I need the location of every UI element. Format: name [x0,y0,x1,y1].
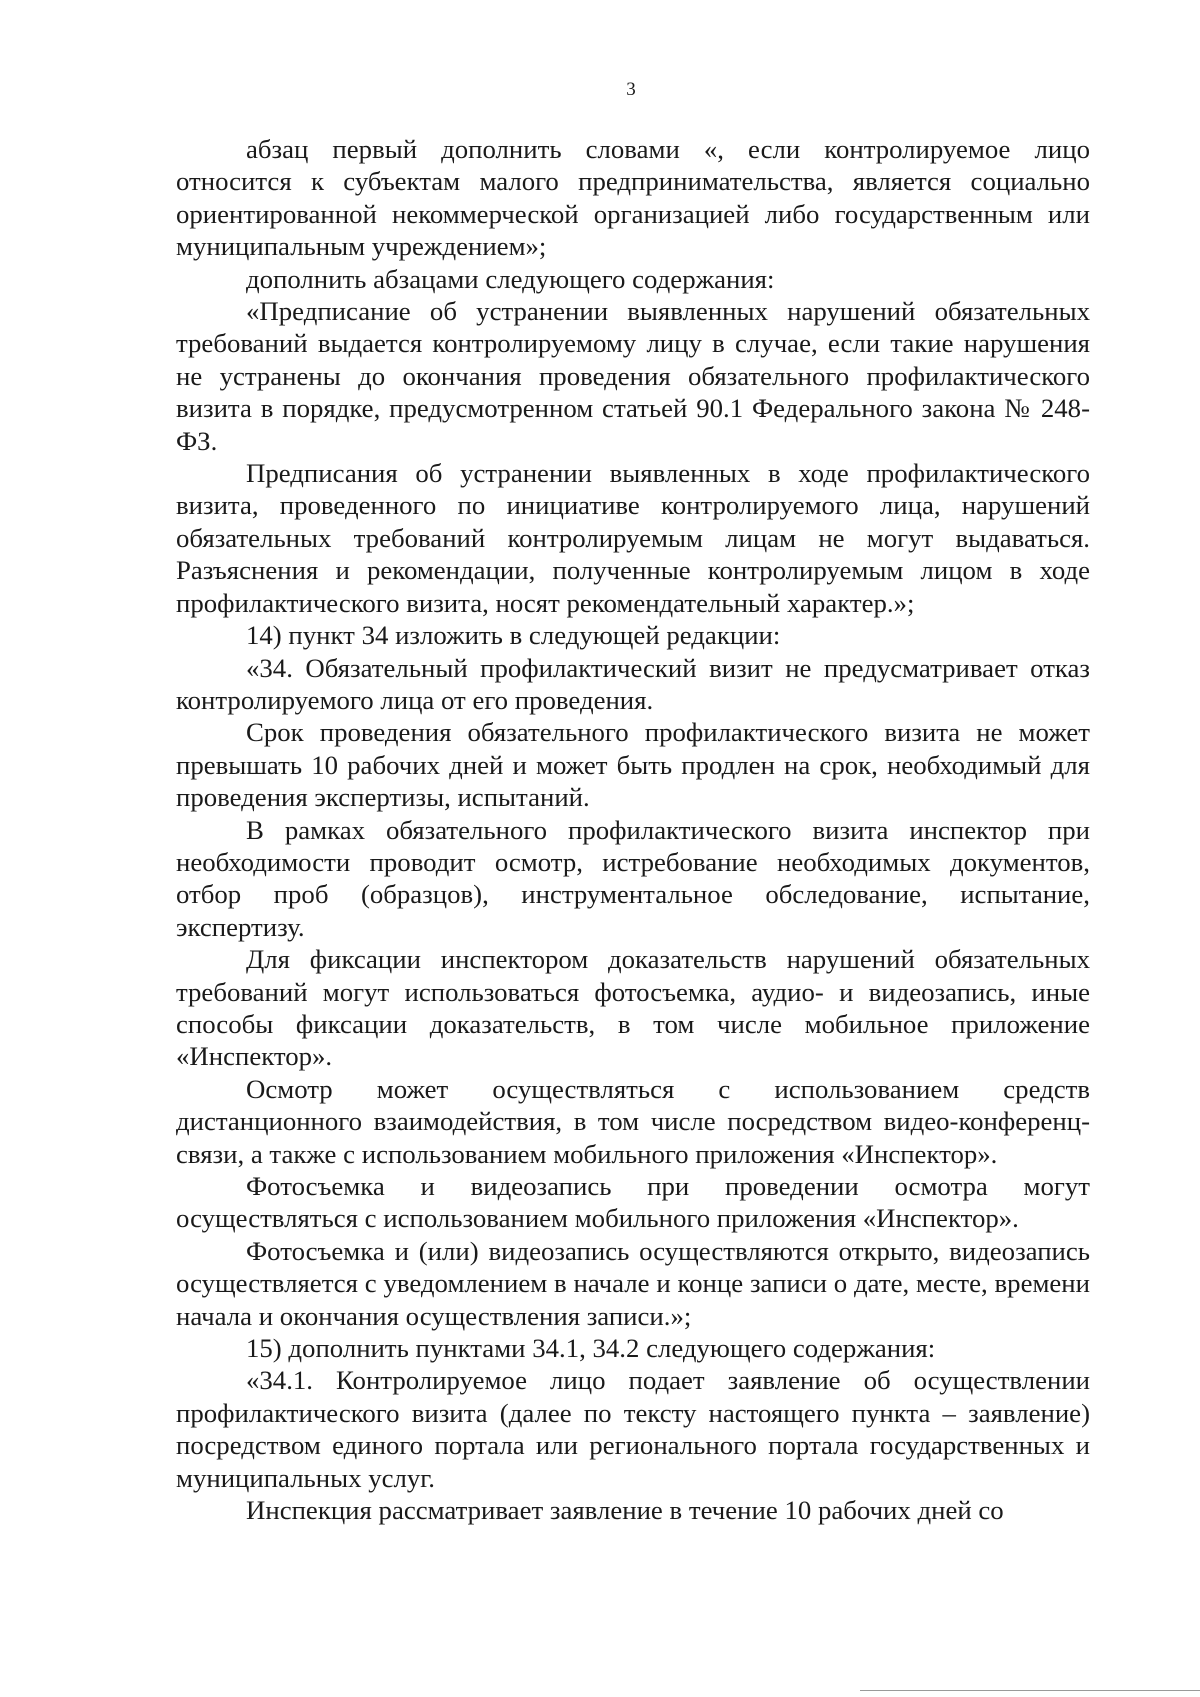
paragraph: Фотосъемка и (или) видеозапись осуществляются открыто, видеозапись осуществляется с уведомлением в начале и конце записи о дате, месте, времени начала и окончания осуществления записи.»; [176,1235,1090,1331]
paragraph: Инспекция рассматривает заявление в течение 10 рабочих дней со [246,1495,1004,1526]
paragraph: «Предписание об устранении выявленных нарушений обязательных требований выдается контролируемому лицу в случае, если такие нарушения не устранены до окончания проведения обязательного профилактического визита в порядке, предусмотренном статьей 90.1 Федерального закона № 248-ФЗ. [176,296,1090,456]
paragraph: 15) дополнить пунктами 34.1, 34.2 следующего содержания: [246,1333,936,1364]
paragraph: 14) пункт 34 изложить в следующей редакции: [246,620,781,651]
page-number: 3 [626,79,636,100]
paragraph: Предписания об устранении выявленных в ходе профилактического визита, проведенного по инициативе контролируемого лица, нарушений обязательных требований контролируемым лицам не могут выдаваться. Разъяснения и рекомендации, полученные контролируемым лицом в ходе профилактического визита, носят рекомендательный характер.»; [176,458,1090,618]
paragraph: дополнить абзацами следующего содержания: [246,263,775,294]
paragraph: Для фиксации инспектором доказательств нарушений обязательных требований могут использоваться фотосъемка, аудио- и видеозапись, иные способы фиксации доказательств, в том числе мобильное приложение «Инспектор». [176,944,1090,1072]
paragraph: «34. Обязательный профилактический визит не предусматривает отказ контролируемого лица от его проведения. [176,652,1090,715]
footer-rule [860,1690,1200,1691]
paragraph: В рамках обязательного профилактического визита инспектор при необходимости проводит осмотр, истребование необходимых документов, отбор проб (образцов), инструментальное обследование, испытание, экспертизу. [176,814,1090,942]
document-body [176,133,1090,1526]
paragraph: «34.1. Контролируемое лицо подает заявление об осуществлении профилактического визита (далее по тексту настоящего пункта – заявление) посредством единого портала или регионального портала государственных и муниципальных услуг. [176,1365,1090,1493]
paragraph: абзац первый дополнить словами «, если контролируемое лицо относится к субъектам малого предпринимательства, является социально ориентированной некоммерческой организацией либо государственным или муниципальным учреждением»; [176,134,1090,262]
paragraph: Срок проведения обязательного профилактического визита не может превышать 10 рабочих дней и может быть продлен на срок, необходимый для проведения экспертизы, испытаний. [176,717,1090,813]
paragraph: Фотосъемка и видеозапись при проведении осмотра могут осуществляться с использованием мобильного приложения «Инспектор». [176,1171,1090,1234]
paragraph: Осмотр может осуществляться с использованием средств дистанционного взаимодействия, в том числе посредством видео-конференц-связи, а также с использованием мобильного приложения «Инспектор». [176,1073,1090,1169]
